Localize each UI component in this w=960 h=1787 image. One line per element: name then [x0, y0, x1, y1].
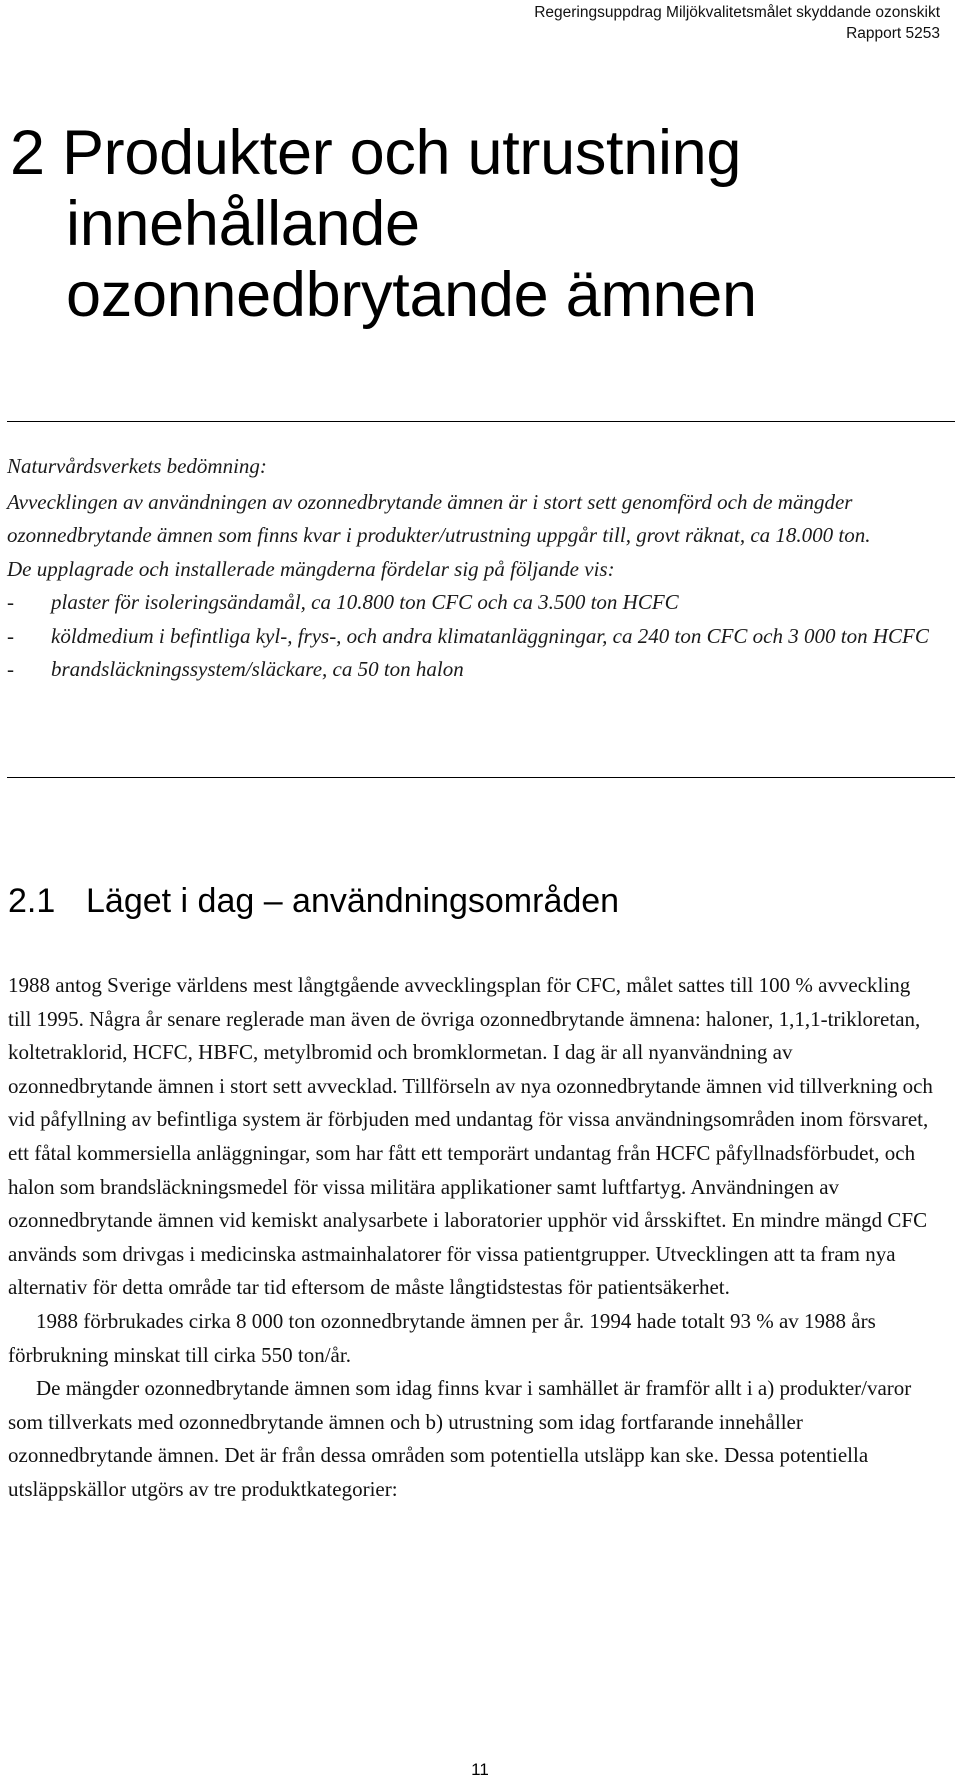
bullet-dash: -	[7, 623, 14, 648]
list-item	[7, 653, 947, 687]
section-title-text: Läget i dag – användningsområden	[86, 882, 620, 920]
assessment-top-rule	[7, 421, 955, 422]
bullet-dash: -	[7, 590, 14, 614]
bullet-text: köldmedium i befintliga kyl-, frys-, och andra klimatanläggningar, ca 240 ton CFC och 3 000 ton HCFC	[51, 623, 929, 648]
bullet-text: plaster för isoleringsändamål, ca 10.800 ton CFC och ca 3.500 ton HCFC	[51, 590, 679, 614]
chapter-title-line: ozonnedbrytande ämnen	[66, 260, 757, 330]
body-paragraph: 1988 förbrukades cirka 8 000 ton ozonnedbrytande ämnen per år. 1994 hade totalt 93 % av 1988 års förbrukning minskat till cirka 550 ton/år.	[8, 1308, 876, 1367]
chapter-title	[10, 118, 940, 331]
running-header	[534, 2, 940, 44]
list-item	[7, 586, 947, 620]
body-paragraph: 1988 antog Sverige världens mest långtgående avvecklingsplan för CFC, målet sattes till 100 % avveckling till 1995. Några år senare reglerade man även de övriga ozonnedbrytande ämnena: haloner, 1,1,1-trikloretan, koltetraklorid, HCFC, HBFC, metylbromid och bromklormetan. I dag är all nyanvändning av ozonnedbrytande ämnen i stort sett avvecklad. Tillförseln av nya ozonnedbrytande ämnen vid tillverkning och vid påfyllning av befintliga system är förbjuden med undantag för vissa användningsområden inom försvaret, ett fåtal kommersiella anläggningar, som har fått ett temporärt undantag från HCFC påfyllnadsförbudet, och halon som brandsläckningsmedel för vissa militära applikationer samt luftfartyg. Användningen av ozonnedbrytande ämnen vid kemiskt analysarbete i laboratorier upphör vid årsskiftet. En mindre mängd CFC används som drivgas i medicinska astmainhalatorer för vissa patientgrupper. Utvecklingen att ta fram nya alternativ för detta område tar tid eftersom de måste långtidstestas för patientsäkerhet.	[8, 973, 933, 1300]
assessment-paragraph: Avvecklingen av användningen av ozonnedbrytande ämnen är i stort sett genomförd och de mängder ozonnedbrytande ämnen som finns kvar i produkter/utrustning uppgår till, grovt räknat, ca 18.000 ton.	[7, 489, 871, 547]
assessment-bullet-list	[7, 586, 947, 687]
page-number: 11	[471, 1760, 489, 1779]
body-paragraph: De mängder ozonnedbrytande ämnen som idag finns kvar i samhället är framför allt i a) produkter/varor som tillverkats med ozonnedbrytande ämnen och b) utrustning som idag fortfarande innehåller ozonnedbrytande ämnen. Det är från dessa områden som potentiella utsläpp kan ske. Dessa potentiella utsläppskällor utgörs av tre produktkategorier:	[8, 1376, 912, 1501]
bullet-text: brandsläckningssystem/släckare, ca 50 ton halon	[51, 657, 464, 681]
chapter-title-line: innehållande	[66, 189, 420, 259]
chapter-title-line: 2 Produkter och utrustning	[10, 118, 742, 188]
assessment-bottom-rule	[7, 777, 955, 778]
header-report-number: Rapport 5253	[846, 25, 940, 42]
assessment-intro: De upplagrade och installerade mängderna fördelar sig på följande vis:	[7, 556, 615, 581]
assessment-label: Naturvårdsverkets bedömning:	[7, 454, 267, 478]
list-item	[7, 620, 947, 654]
header-report-title: Regeringsuppdrag Miljökvalitetsmålet skyddande ozonskikt	[534, 4, 940, 21]
bullet-dash: -	[7, 657, 14, 681]
section-heading	[8, 880, 619, 922]
section-number: 2.1	[8, 882, 56, 920]
assessment-box	[7, 450, 947, 687]
body-text	[8, 969, 938, 1507]
